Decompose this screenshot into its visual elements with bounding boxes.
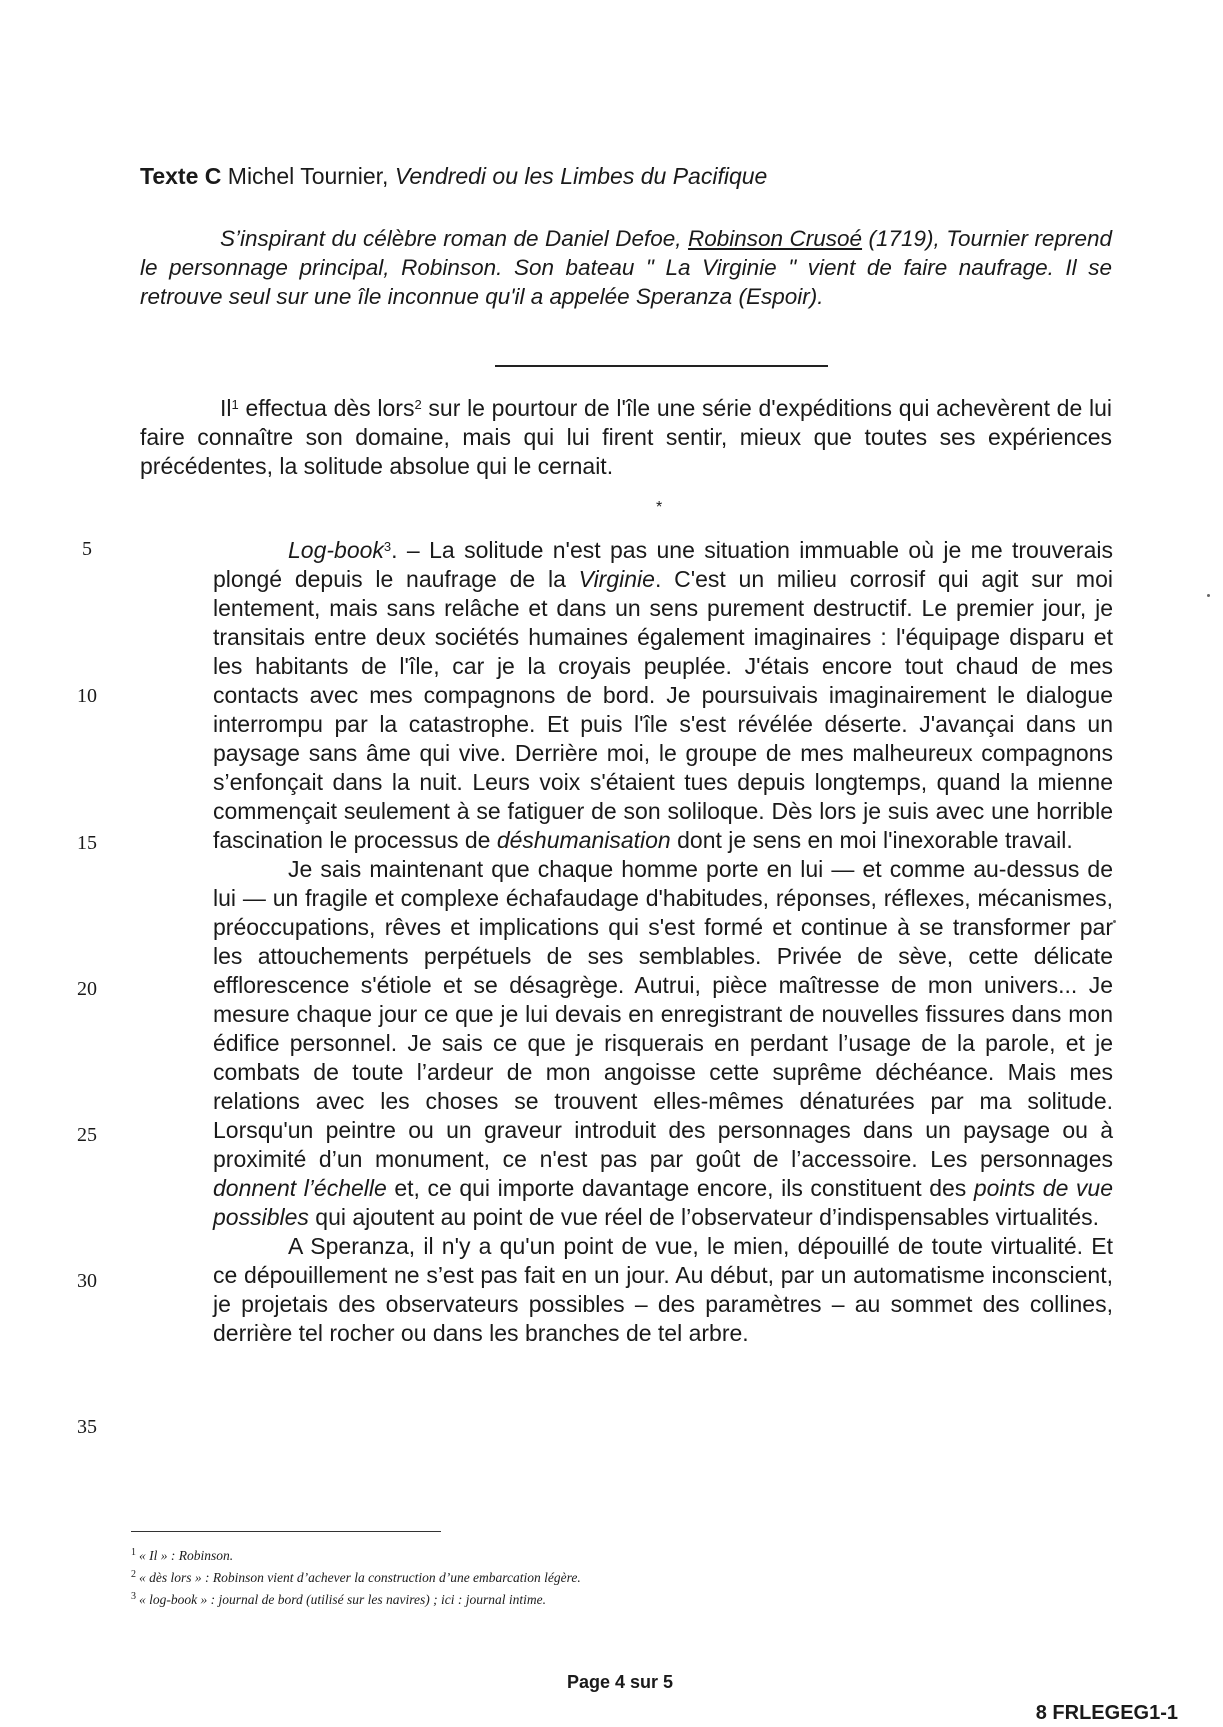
page-number: Page 4 sur 5 xyxy=(566,1672,674,1692)
footnote-3: $^3$ « log-book » : journal de bord (utilisé sur les navires) ; ici : journal intime. xyxy=(131,1591,546,1607)
section-divider xyxy=(495,365,828,367)
line-number: 10 xyxy=(77,685,97,707)
line-number: 35 xyxy=(77,1416,97,1438)
intro-paragraph: S’inspirant du célèbre roman de Daniel Defoe, Robinson Crusoé (1719), Tournier reprend le personnage principal, Robinson. Son bateau " La Virginie " vient de faire naufrage. Il se retrouve seul sur une île inconnue qu'il a appelée Speranza (Espoir). xyxy=(140,226,1112,309)
footnotes xyxy=(131,1545,931,1611)
footnote-divider xyxy=(131,1531,441,1532)
text-label: Texte C xyxy=(140,163,222,189)
scan-speck xyxy=(1207,594,1210,597)
work-title: Vendredi ou les Limbes du Pacifique xyxy=(394,163,768,189)
footnote-ref-3: 3 xyxy=(383,539,392,554)
line-number: 5 xyxy=(82,538,92,560)
paragraph-3: Je sais maintenant que chaque homme porte en lui — et comme au-dessus de lui — un fragile et complexe échafaudage d'habitudes, réponses, réflexes, mécanismes, préoccupations, rêves et implications qui s'est formé et continue à se transformer par les attouchements perpétuels de ses semblables. Privée de sève, cette délicate efflorescence s'étiole et se désagrège. Autrui, pièce maîtresse de mon univers... Je mesure chaque jour ce que je lui devais en enregistrant de nouvelles fissures dans mon édifice personnel. Je sais ce que je risquerais en perdant l’usage de la parole, et je combats de toute l’ardeur de mon angoisse cette suprême déchéance. Mais mes relations avec les choses se trouvent elles-mêmes dénaturées par ma solitude. Lorsqu'un peintre ou un graveur introduit des personnages dans un paysage ou à proximité d’un monument, ce n'est pas par goût de l’accessoire. Les personnages donnent l’échelle et, ce qui importe davantage encore, ils constituent des points de vue possibles qui ajoutent au point de vue réel de l’observateur d’indispensables virtualités. xyxy=(213,856,1114,1230)
footnote-1: $^1$ « Il » : Robinson. xyxy=(131,1547,234,1563)
opening-paragraph: Il$^1$ effectua dès lors$^2$ sur le pourtour de l'île une série d'expéditions qui achevèrent de lui faire connaître son domaine, mais qui lui firent sentir, mieux que toutes ses expériences précédentes, la solitude absolue qui le cernait. xyxy=(140,395,1112,479)
scan-speck xyxy=(1113,920,1116,923)
footnote-ref-1: 1 xyxy=(231,397,239,412)
line-number: 30 xyxy=(77,1270,97,1292)
asterisk-separator: * xyxy=(656,499,663,516)
document-code: 8 FRLEGEG1-1 xyxy=(1035,1702,1178,1724)
paragraph-4: A Speranza, il n'y a qu'un point de vue, le mien, dépouillé de toute virtualité. Et ce dépouillement ne s’est pas fait en un jour. Au début, par un automatisme inconscient, je projetais des observateurs possibles – des paramètres – au sommet des collines, derrière tel rocher ou dans les branches de tel arbre. xyxy=(213,1233,1113,1346)
text-heading xyxy=(140,163,767,190)
line-number: 25 xyxy=(77,1124,97,1146)
logbook-text xyxy=(213,536,1113,1348)
book-title: Robinson Crusoé xyxy=(687,226,863,251)
footnote-2: $^2$ « dès lors » : Robinson vient d’achever la construction d’une embarcation légère. xyxy=(131,1569,581,1585)
footnote-ref-2: 2 xyxy=(414,397,422,412)
logbook-paragraph: Log-book$^3$. – La solitude n'est pas une situation immuable où je me trouverais plongé depuis le naufrage de la Virginie. C'est un milieu corrosif qui agit sur moi lentement, mais sans relâche et dans un sens purement destructif. Le premier jour, je transitais entre deux sociétés humaines également imaginaires : l'équipage disparu et les habitants de l'île, car je la croyais peuplée. J'étais encore tout chaud de mes contacts avec mes compagnons de bord. Je poursuivais imaginairement le dialogue interrompu par la catastrophe. Et puis l'île s'est révélée déserte. J'avançai dans un paysage sans âme qui vive. Derrière moi, le groupe de mes malheureux compagnons s’enfonçait dans la nuit. Leurs voix s'étaient tues depuis longtemps, quand la mienne commençait seulement à se fatiguer de son soliloque. Dès lors je suis avec une horrible fascination le processus de déshumanisation dont je sens en moi l'inexorable travail. xyxy=(213,537,1113,853)
author-name: Michel Tournier, xyxy=(227,163,389,189)
line-number: 15 xyxy=(77,832,97,854)
line-number: 20 xyxy=(77,978,97,1000)
